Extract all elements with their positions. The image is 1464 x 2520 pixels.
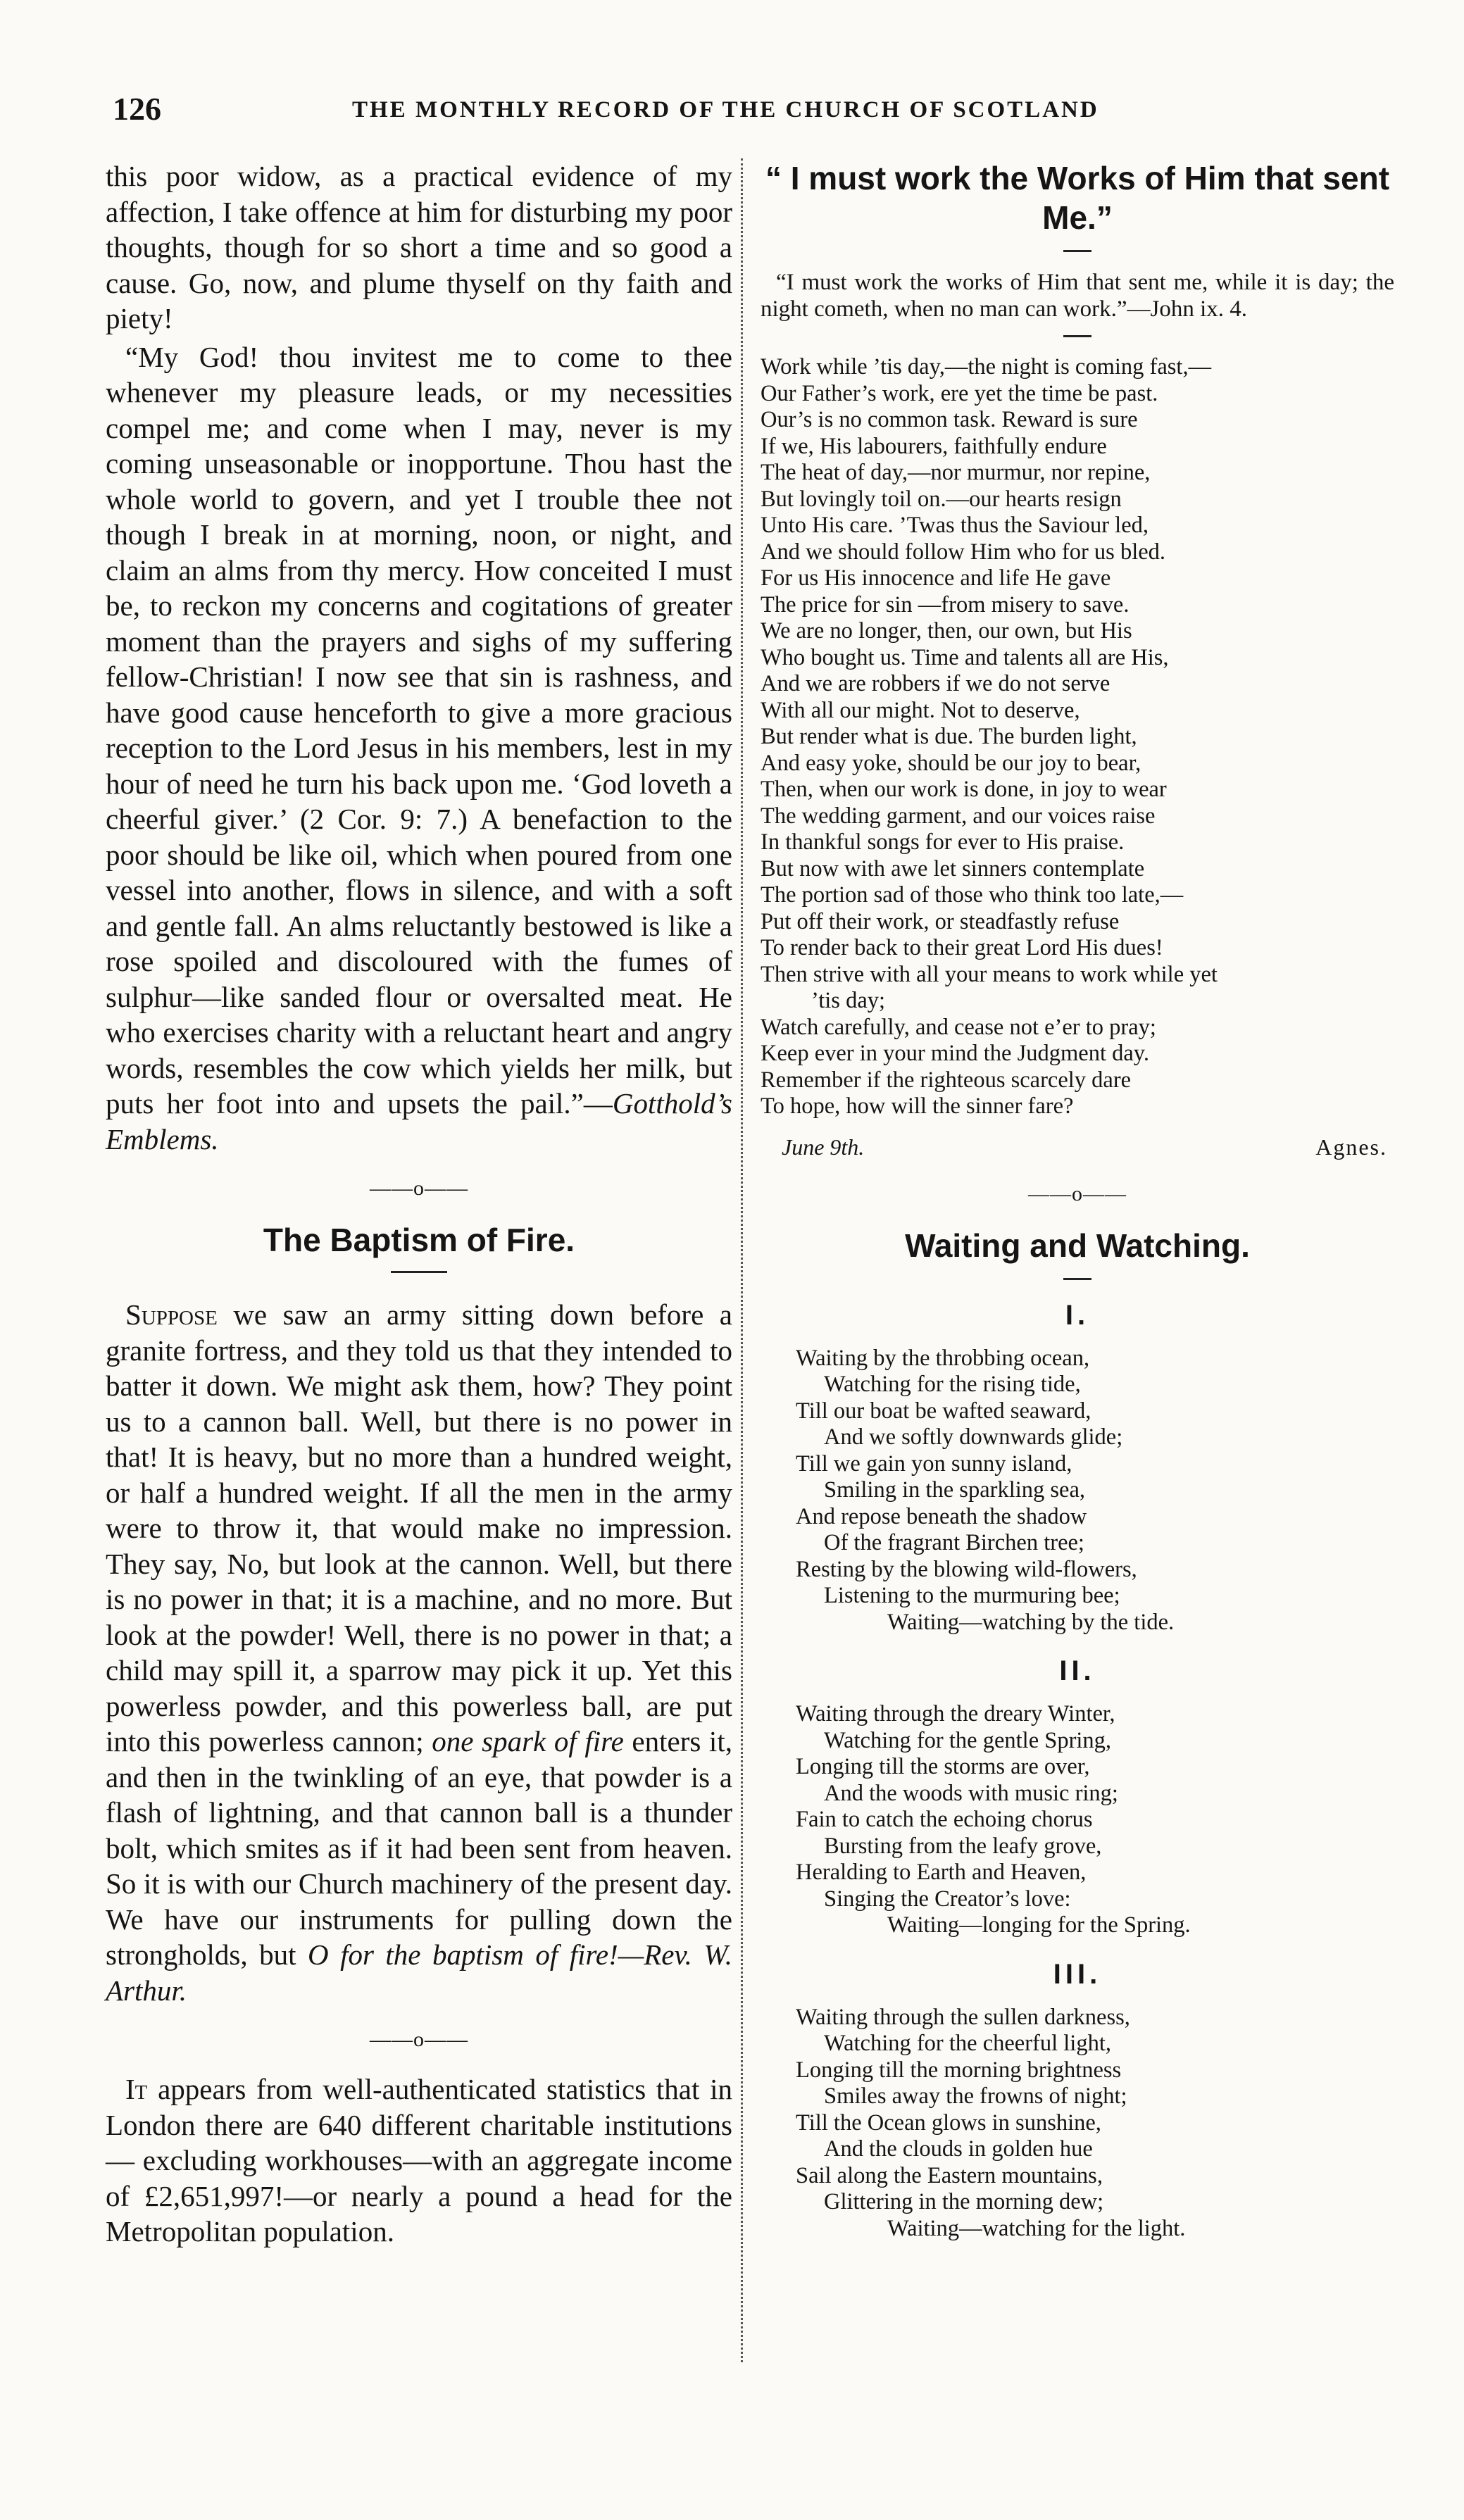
running-title: THE MONTHLY RECORD OF THE CHURCH OF SCOTLAND	[352, 97, 1099, 123]
paragraph-baptism-body2: enters it, and then in the twinkling of an eye, that powder is a flash of lightning, and that cannon ball is a thunder bolt, which smites as if it had been sent from heaven. So it is with our Church machinery of the present day. We have our instruments for pulling down the strongholds, but	[106, 1725, 732, 1971]
poem-line: Watch carefully, and cease not e’er to pray;	[761, 1014, 1156, 1040]
page-header	[106, 90, 1387, 139]
poem-author: Agnes.	[1315, 1134, 1387, 1160]
poem-signature	[761, 1134, 1394, 1162]
poem-line: The heat of day,—nor murmur, nor repine,	[761, 460, 1151, 485]
poem-line: Waiting through the sullen darkness,	[796, 2004, 1130, 2030]
poem-line: Watching for the cheerful light,	[824, 2031, 1111, 2056]
poem-line: Smiling in the sparkling sea,	[824, 1477, 1086, 1503]
poem-line: For us His innocence and life He gave	[761, 565, 1111, 591]
stanza-1	[796, 1346, 1394, 1636]
poem-line: Longing till the storms are over,	[796, 1754, 1090, 1779]
paragraph-baptism	[106, 1297, 732, 2008]
poem-line: Waiting by the throbbing ocean,	[796, 1345, 1090, 1371]
paragraph-london-body: appears from well-authenticated statistics that in London there are 640 different charitable institutions — excluding workhouses—with an aggregate income of £2,651,997!—or nearly a pound a head for the Metropolitan population.	[106, 2073, 732, 2248]
poem-line: Smiles away the frowns of night;	[824, 2083, 1127, 2109]
part-number-1: I.	[1065, 1299, 1090, 1331]
poem-line: Then strive with all your means to work while yet	[761, 961, 1218, 987]
poem-line: In thankful songs for ever to His praise.	[761, 829, 1125, 855]
article-title-baptism: The Baptism of Fire.	[263, 1222, 575, 1258]
epigraph-rule	[1063, 335, 1091, 337]
poem-line: Of the fragrant Birchen tree;	[824, 1530, 1084, 1555]
poem-work-body	[761, 354, 1394, 1120]
poem-line: And the clouds in golden hue	[824, 2136, 1093, 2162]
poem-line: And easy yoke, should be our joy to bear,	[761, 750, 1141, 776]
poem-line: Who bought us. Time and talents all are His,	[761, 644, 1169, 670]
poem-line: Bursting from the leafy grove,	[824, 1833, 1102, 1859]
poem-line: The price for sin —from misery to save.	[761, 591, 1130, 618]
part-number-3: III.	[1053, 1958, 1102, 1990]
poem-line: And we should follow Him who for us bled.	[761, 539, 1166, 565]
paragraph-baptism-body1: we saw an army sitting down before a granite fortress, and they told us that they intended to batter it down. We might ask them, how? They point us to a cannon ball. Well, but there is no power in that! It is heavy, but no more than a hundred weight, or half a hundred weight. If all the men in the army were to throw it, that would make no impression. They say, No, but look at the cannon. Well, but there is no power in that; it is a machine, and no more. But look at the powder! Well, there is no power in that; a child may spill it, a sparrow may pick it up. Yet this powerless powder, and this powerless ball, are put into this powerless cannon;	[106, 1298, 732, 1757]
paragraph-source: Gotthold’s Emblems.	[106, 1087, 732, 1155]
poem-line: To render back to their great Lord His dues!	[761, 935, 1163, 960]
stanza-3	[796, 2005, 1394, 2243]
title-rule	[1063, 250, 1091, 252]
poem-line: And the woods with music ring;	[824, 1780, 1118, 1806]
poem-line: Then, when our work is done, in joy to wear	[761, 777, 1167, 802]
poem-line: To hope, how will the sinner fare?	[761, 1093, 1074, 1119]
poem-line: Watching for the gentle Spring,	[824, 1727, 1112, 1753]
section-separator: ——o——	[1028, 1181, 1127, 1205]
right-column	[761, 158, 1394, 2242]
left-column	[106, 158, 732, 2252]
poem-line: Sail along the Eastern mountains,	[796, 2162, 1103, 2188]
poem-line: Remember if the righteous scarcely dare	[761, 1067, 1132, 1093]
part-number-2: II.	[1059, 1655, 1096, 1686]
poem-date: June 9th.	[782, 1134, 865, 1160]
poem-line: Longing till the morning brightness	[796, 2057, 1122, 2083]
poem-title-work: “ I must work the Works of Him that sent Me.”	[765, 160, 1390, 236]
poem-line: Glittering in the morning dew;	[824, 2189, 1104, 2214]
poem-line: With all our might. Not to deserve,	[761, 697, 1080, 723]
poem-line: Work while ’tis day,—the night is coming fast,—	[761, 354, 1212, 380]
paragraph-london-cap: It	[125, 2073, 148, 2105]
paragraph-my-god	[106, 339, 732, 1158]
poem-line: ’tis day;	[811, 988, 886, 1013]
poem-line: We are no longer, then, our own, but His	[761, 618, 1132, 644]
section-separator-2: ——o——	[370, 2028, 468, 2051]
poem-line: And we softly downwards glide;	[824, 1424, 1123, 1450]
poem-line: Heralding to Earth and Heaven,	[796, 1860, 1087, 1885]
column-divider	[741, 158, 743, 2362]
paragraph-london	[106, 2071, 732, 2250]
poem-line: Resting by the blowing wild-flowers,	[796, 1556, 1137, 1582]
paragraph-baptism-italic1: one spark of fire	[432, 1725, 624, 1757]
poem-line: Waiting—longing for the Spring.	[887, 1912, 1191, 1938]
page-number: 126	[113, 91, 161, 127]
paragraph-baptism-cap: Suppose	[125, 1298, 218, 1331]
poem-line: Unto His care. ’Twas thus the Saviour led,	[761, 513, 1149, 538]
paragraph-my-god-text: “My God! thou invitest me to come to thee whenever my pleasure leads, or my necessities compel me; and come when I may, never is my coming unseasonable or inopportune. Thou hast the whole world to govern, and yet I trouble thee not though I break in at morning, noon, or night, and claim an alms from thy mercy. How conceited I must be, to reckon my concerns and cogitations of greater moment than the prayers and sighs of my suffering fellow-Christian! I now see that sin is rashness, and have good cause henceforth to give a more gracious reception to the Lord Jesus in his members, lest in my hour of need he turn his back upon me. ‘God loveth a cheerful giver.’ (2 Cor. 9: 7.) A benefaction to the poor should be like oil, which when poured from one vessel into another, flows in silence, and with a soft and gentle fall. An alms reluctantly bestowed is like a rose spoiled and discoloured with the fumes of sulphur—like sanded flour or oversalted meat. He who exercises charity with a reluctant heart and angry words, resembles the cow which yields her milk, but puts her foot into and upsets the pail.”—	[106, 340, 732, 1120]
section-separator: ——o——	[370, 1177, 468, 1200]
stanza-2	[796, 1701, 1394, 1939]
poem-epigraph: “I must work the works of Him that sent me, while it is day; the night cometh, when no man can work.”—John ix. 4.	[761, 270, 1394, 322]
poem-line: Waiting—watching for the light.	[887, 2215, 1186, 2241]
poem-line: The portion sad of those who think too late,—	[761, 882, 1184, 908]
poem-line: But lovingly toil on.—our hearts resign	[761, 486, 1122, 512]
poem-line: Till we gain yon sunny island,	[796, 1450, 1072, 1477]
poem-line: The wedding garment, and our voices raise	[761, 803, 1156, 829]
poem-line: And repose beneath the shadow	[796, 1503, 1087, 1529]
poem-line: Waiting—watching by the tide.	[887, 1609, 1175, 1635]
poem-line: Watching for the rising tide,	[824, 1372, 1081, 1397]
poem-line: Till the Ocean glows in sunshine,	[796, 2110, 1101, 2136]
poem-line: But render what is due. The burden light,	[761, 724, 1137, 749]
poem-title-waiting: Waiting and Watching.	[905, 1227, 1250, 1264]
poem-line: Listening to the murmuring bee;	[824, 1583, 1120, 1608]
poem-line: Our’s is no common task. Reward is sure	[761, 407, 1138, 432]
paragraph-baptism-italic2: O for the baptism of fire!—Rev. W. Arthur.	[106, 1938, 732, 2007]
poem-line: And we are robbers if we do not serve	[761, 671, 1110, 696]
title-rule	[391, 1271, 447, 1273]
poem-line: If we, His labourers, faithfully endure	[761, 433, 1107, 459]
poem-line: Waiting through the dreary Winter,	[796, 1701, 1115, 1726]
poem-line: Singing the Creator’s love:	[824, 1886, 1071, 1912]
poem-line: Fain to catch the echoing chorus	[796, 1807, 1093, 1832]
poem-line: Till our boat be wafted seaward,	[796, 1398, 1091, 1424]
poem-line: Put off their work, or steadfastly refuse	[761, 908, 1120, 934]
poem-line: Our Father’s work, ere yet the time be past.	[761, 380, 1158, 406]
poem-line: Keep ever in your mind the Judgment day.	[761, 1041, 1150, 1066]
paragraph-widow: this poor widow, as a practical evidence of my affection, I take offence at him for disturbing my poor thoughts, though for so short a time and so good a cause. Go, now, and plume thyself on thy faith and piety!	[106, 160, 732, 334]
poem-line: But now with awe let sinners contemplate	[761, 855, 1145, 882]
title-rule	[1063, 1278, 1091, 1280]
